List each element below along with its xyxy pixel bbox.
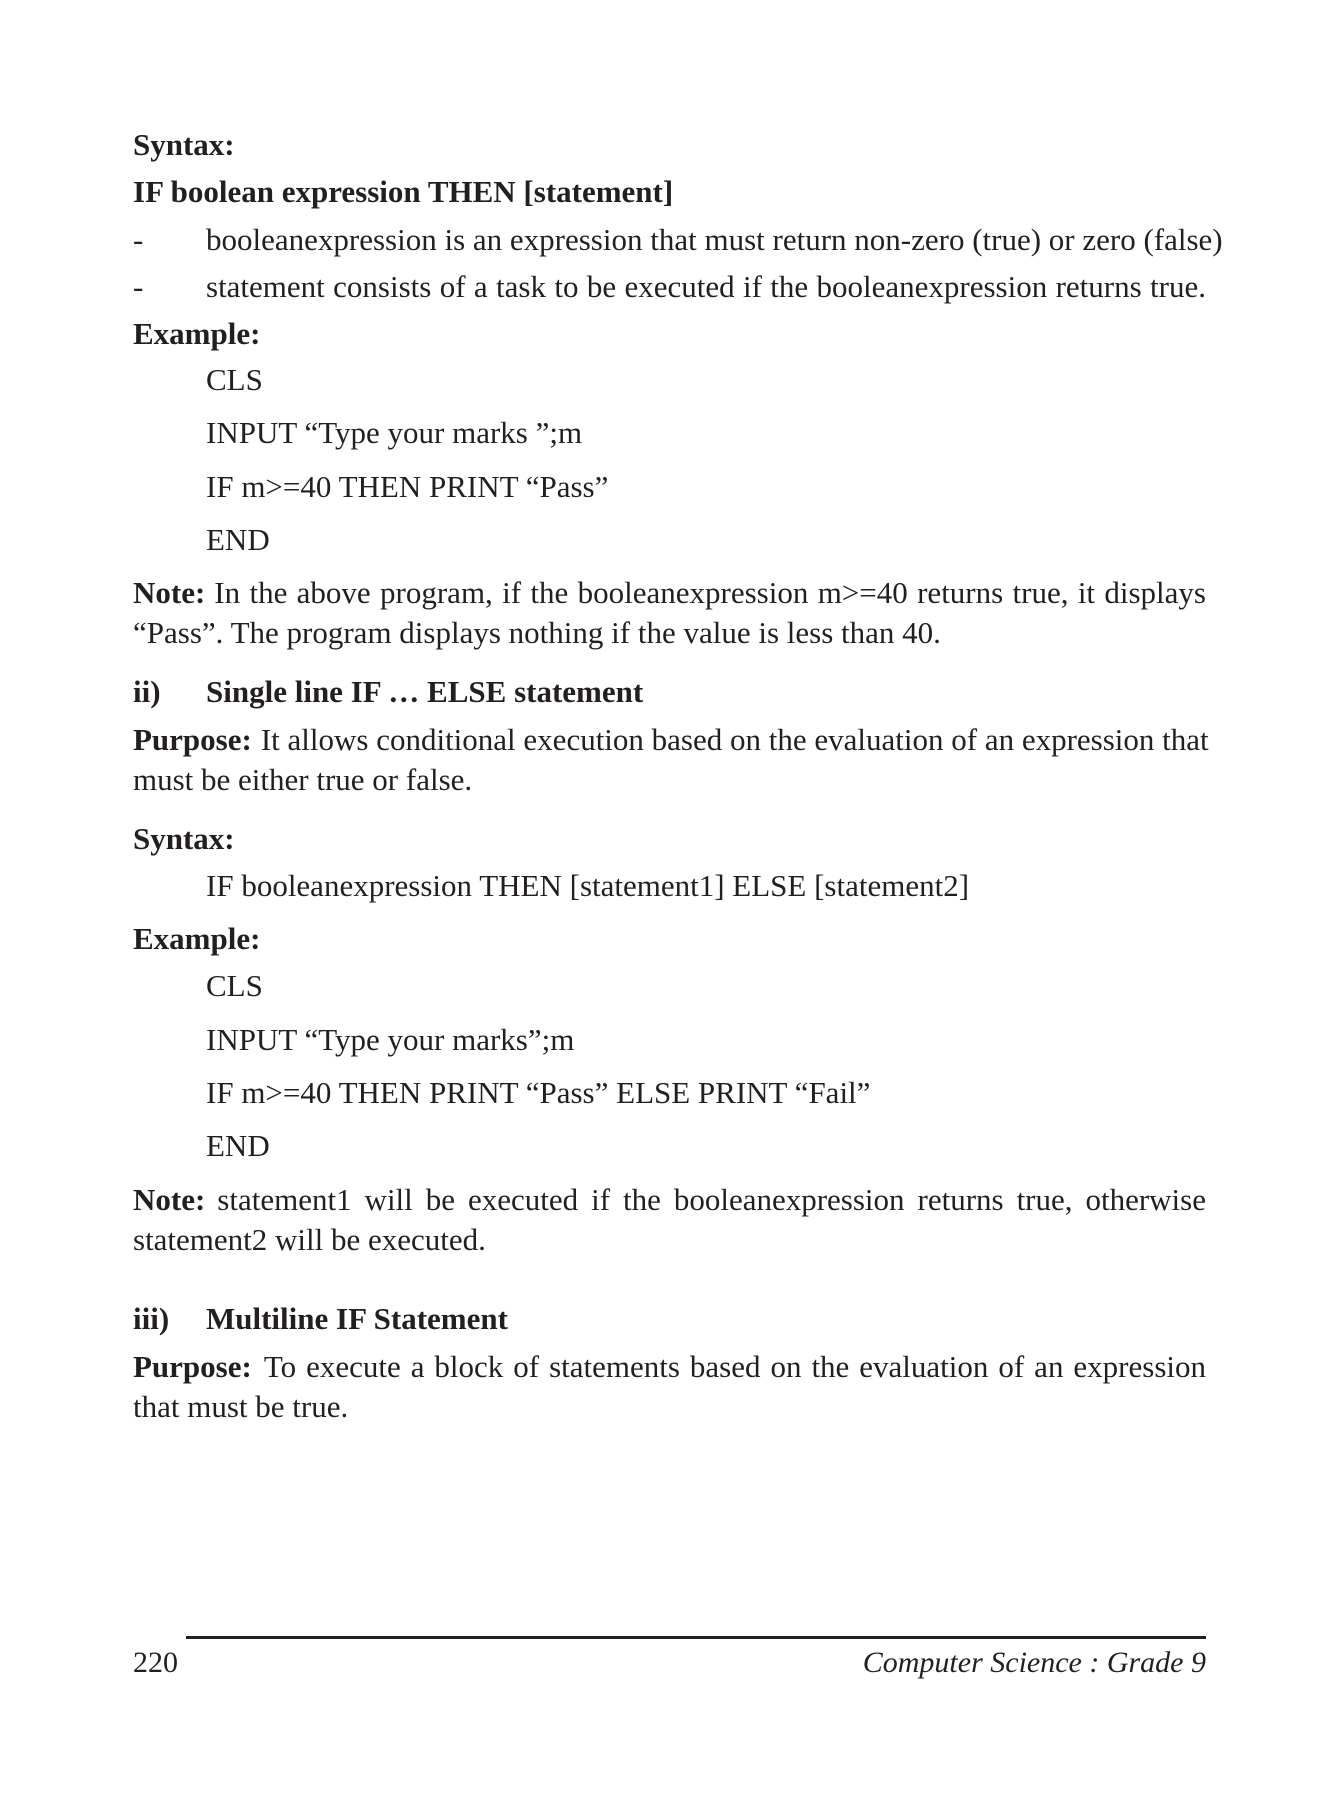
bullet-text: booleanexpression is an expression that must return non-zero (true) or zero (false) <box>206 222 1223 257</box>
footer-rule <box>186 1636 1206 1639</box>
example-heading: Example: <box>133 921 261 956</box>
note-paragraph-line <box>133 1180 1206 1220</box>
note-text: In the above program, if the booleanexpression m>=40 returns true, it displays <box>214 575 1206 610</box>
note-text: statement1 will be executed if the booleanexpression returns true, otherwise <box>217 1182 1206 1217</box>
example-heading: Example: <box>133 316 261 351</box>
purpose-text: that must be true. <box>133 1389 349 1424</box>
note-label: Note: <box>133 1182 206 1217</box>
syntax-heading: Syntax: <box>133 127 235 162</box>
code-line: END <box>206 522 270 557</box>
bullet-text: statement consists of a task to be executed if the booleanexpression returns true. <box>206 269 1206 304</box>
note-label: Note: <box>133 575 206 610</box>
syntax-heading: Syntax: <box>133 821 235 856</box>
note-text: statement2 will be executed. <box>133 1222 486 1257</box>
code-line: CLS <box>206 968 263 1003</box>
code-line: IF m>=40 THEN PRINT “Pass” ELSE PRINT “Fail” <box>206 1075 871 1110</box>
section-title: Multiline IF Statement <box>206 1301 508 1336</box>
code-line: END <box>206 1128 270 1163</box>
section-title: Single line IF … ELSE statement <box>206 674 644 709</box>
purpose-text: must be either true or false. <box>133 762 473 797</box>
code-line: CLS <box>206 362 263 397</box>
note-text: “Pass”. The program displays nothing if the value is less than 40. <box>133 615 941 650</box>
syntax-line: IF boolean expression THEN [statement] <box>133 174 674 209</box>
note-paragraph-line <box>133 573 1206 613</box>
code-line: INPUT “Type your marks ”;m <box>206 415 583 450</box>
running-footer-title: Computer Science : Grade 9 <box>862 1646 1206 1679</box>
purpose-paragraph-line <box>133 720 1209 760</box>
section-number: iii) <box>133 1301 170 1336</box>
purpose-label: Purpose: <box>133 722 252 757</box>
purpose-text: To execute a block of statements based on the evaluation of an expression <box>263 1349 1206 1384</box>
code-line: INPUT “Type your marks”;m <box>206 1022 575 1057</box>
syntax-line: IF booleanexpression THEN [statement1] ELSE [statement2] <box>206 868 970 903</box>
section-number: ii) <box>133 674 161 709</box>
page-number: 220 <box>133 1646 178 1679</box>
purpose-label: Purpose: <box>133 1349 252 1384</box>
bullet-dash: - <box>133 222 144 257</box>
bullet-dash: - <box>133 269 144 304</box>
purpose-text: It allows conditional execution based on the evaluation of an expression that <box>260 722 1209 757</box>
code-line: IF m>=40 THEN PRINT “Pass” <box>206 469 609 504</box>
purpose-paragraph-line <box>133 1347 1206 1387</box>
